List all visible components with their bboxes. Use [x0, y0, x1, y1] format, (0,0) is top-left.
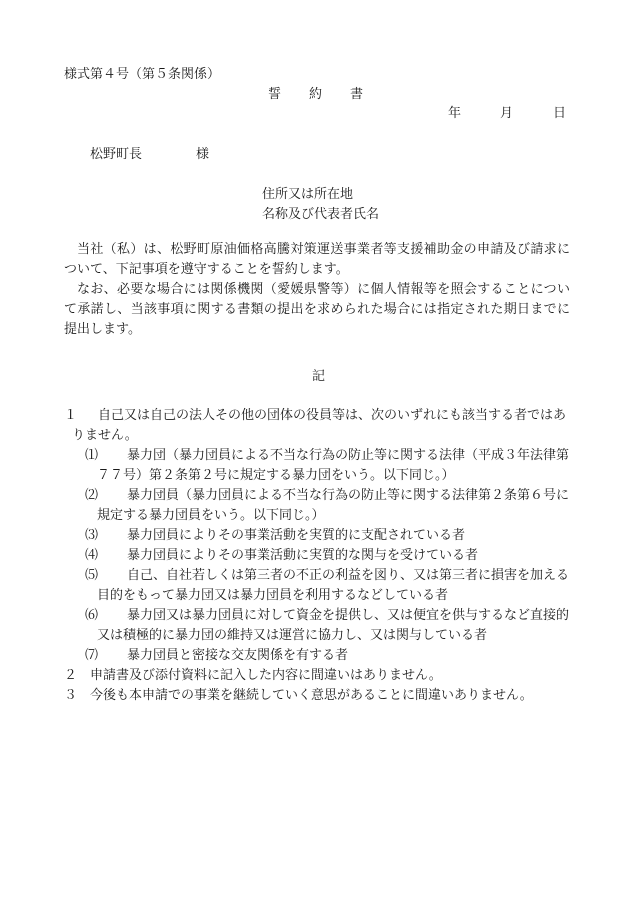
subitem-6: [85, 606, 572, 646]
subitem-2: [85, 486, 572, 526]
addressee-name: 松野町長: [90, 147, 143, 162]
form-number: 様式第４号（第５条関係）: [64, 67, 221, 82]
subitem-1-number: ⑴: [85, 448, 99, 463]
subitem-5-number: ⑸: [85, 568, 99, 583]
addressee-honorific: 様: [196, 147, 210, 162]
subitem-4-number: ⑷: [85, 548, 99, 563]
title-char-3: 書: [350, 87, 364, 102]
subitem-7-number: ⑺: [85, 648, 99, 663]
sender-address-label: 住所又は所在地: [262, 187, 354, 202]
subitem-1: [85, 446, 572, 486]
subitem-2-number: ⑵: [85, 488, 99, 503]
item-3: [64, 686, 572, 706]
subitem-2-text: 暴力団員（暴力団員による不当な行為の防止等に関する法律第２条第６号に規定する暴力団員をいう。以下同じ。）: [97, 488, 570, 523]
subitem-3-text: 暴力団員によりその事業活動を実質的に支配されている者: [127, 528, 466, 543]
subitem-6-number: ⑹: [85, 608, 99, 623]
sender-name-label: 名称及び代表者氏名: [262, 207, 380, 222]
subitem-6-text: 暴力団又は暴力団員に対して資金を提供し、又は便宜を供与するなど直接的又は積極的に暴力団の維持又は運営に協力し、又は関与している者: [97, 608, 570, 643]
subitem-3-number: ⑶: [85, 528, 99, 543]
subitem-5: [85, 566, 572, 606]
ki-heading: 記: [312, 369, 326, 384]
item-2: [64, 666, 572, 686]
item-1: [64, 406, 572, 446]
subitem-1-text: 暴力団（暴力団員による不当な行為の防止等に関する法律（平成３年法律第７７号）第２条第２号に規定する暴力団をいう。以下同じ。）: [97, 448, 570, 483]
subitem-4: [85, 546, 572, 566]
subitem-7-text: 暴力団員と密接な交友関係を有する者: [127, 648, 349, 663]
item-1-text: 自己又は自己の法人その他の団体の役員等は、次のいずれにも該当する者ではありません。: [72, 408, 567, 443]
date-month-label: 月: [500, 106, 514, 121]
subitem-4-text: 暴力団員によりその事業活動に実質的な関与を受けている者: [127, 548, 479, 563]
document-title: [268, 88, 363, 101]
subitem-5-text: 自己、自社若しくは第三者の不正の利益を図り、又は第三者に損害を加える目的をもって暴力団又は暴力団員を利用するなどしている者: [97, 568, 570, 603]
pledge-paragraph-2: なお、必要な場合には関係機関（愛媛県警等）に個人情報等を照会することについて承諾し、当該事項に関する書類の提出を求められた場合には指定された期日までに提出します。: [64, 282, 570, 337]
title-char-2: 約: [309, 87, 323, 102]
date-year-label: 年: [448, 106, 462, 121]
item-2-text: 申請書及び添付資料に記入した内容に間違いはありません。: [90, 668, 442, 683]
subitem-3: [85, 526, 572, 546]
item-3-text: 今後も本申請での事業を継続していく意思があることに間違いありません。: [90, 688, 533, 703]
title-char-1: 誓: [268, 87, 282, 102]
subitem-7: [85, 646, 572, 666]
item-2-number: ２: [64, 668, 78, 683]
item-1-number: １: [64, 408, 78, 423]
date-day-label: 日: [553, 106, 567, 121]
pledge-paragraph-1: 当社（私）は、松野町原油価格高騰対策運送事業者等支援補助金の申請及び請求について、下記事項を遵守することを誓約します。: [64, 242, 570, 277]
item-3-number: ３: [64, 688, 78, 703]
